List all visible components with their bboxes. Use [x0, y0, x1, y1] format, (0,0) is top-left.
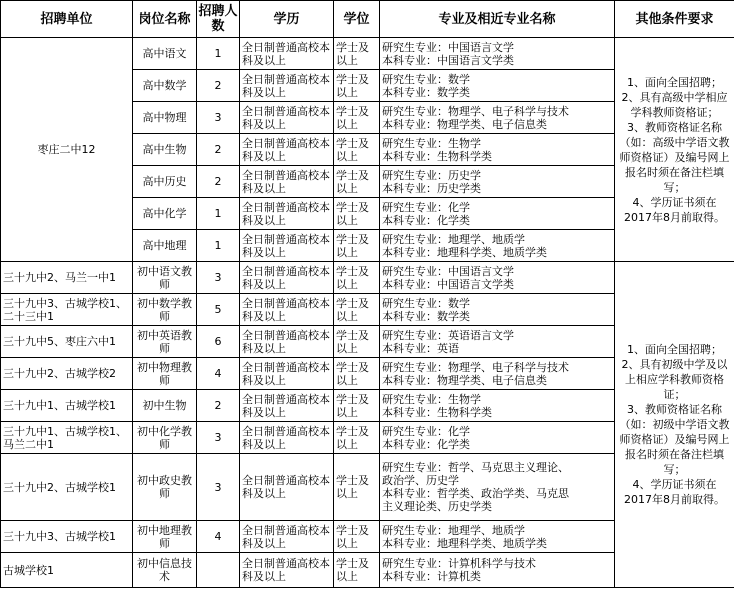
col-header-num: 招聘人数 [197, 1, 240, 38]
post-cell: 高中语文 [133, 38, 197, 70]
major-line: 研究生专业：生物学 [382, 392, 481, 406]
post-cell: 高中生物 [133, 134, 197, 166]
degree-cell: 学士及以上 [334, 422, 380, 454]
major-line: 政治学、历史学 [382, 474, 459, 487]
education-cell: 全日制普通高校本科及以上 [240, 326, 334, 358]
count-cell: 2 [197, 70, 240, 102]
requirement-line: 3、教师资格证名称（如：高级中学语文教师资格证）及编号网上报名时须在备注栏填写； [619, 120, 730, 194]
col-header-major: 专业及相近专业名称 [380, 1, 615, 38]
major-line: 研究生专业：生物学 [382, 136, 481, 150]
post-cell: 初中信息技术 [133, 553, 197, 588]
major-line: 研究生专业：中国语言文学 [382, 264, 514, 278]
major-line: 本科专业：英语 [382, 341, 459, 355]
post-cell: 初中英语教师 [133, 326, 197, 358]
major-line: 研究生专业：历史学 [382, 168, 481, 182]
education-cell: 全日制普通高校本科及以上 [240, 230, 334, 262]
col-header-unit: 招聘单位 [1, 1, 133, 38]
requirement-line: 1、面向全国招聘； [627, 343, 722, 356]
education-cell: 全日制普通高校本科及以上 [240, 358, 334, 390]
degree-cell: 学士及以上 [334, 294, 380, 326]
requirement-line: 1、面向全国招聘； [627, 75, 722, 89]
degree-cell: 学士及以上 [334, 38, 380, 70]
unit-cell: 古城学校1 [1, 553, 133, 588]
count-cell: 4 [197, 358, 240, 390]
count-cell: 1 [197, 230, 240, 262]
count-cell: 3 [197, 102, 240, 134]
count-cell: 3 [197, 422, 240, 454]
degree-cell: 学士及以上 [334, 390, 380, 422]
major-line: 本科专业：数学类 [382, 85, 470, 99]
post-cell: 初中语文教师 [133, 262, 197, 294]
major-line: 研究生专业：数学 [382, 296, 470, 310]
major-line: 本科专业：中国语言文学类 [382, 53, 514, 67]
count-cell: 6 [197, 326, 240, 358]
unit-cell: 三十九中2、古城学校2 [1, 358, 133, 390]
major-cell [380, 553, 615, 588]
unit-cell: 枣庄二中12 [1, 38, 133, 262]
count-cell: 2 [197, 390, 240, 422]
major-cell [380, 422, 615, 454]
degree-cell: 学士及以上 [334, 134, 380, 166]
col-header-edu: 学历 [240, 1, 334, 38]
education-cell: 全日制普通高校本科及以上 [240, 38, 334, 70]
post-cell: 高中数学 [133, 70, 197, 102]
count-cell: 4 [197, 521, 240, 553]
major-line: 主义理论类、历史学类 [382, 500, 492, 513]
unit-cell: 三十九中3、古城学校1、二十三中1 [1, 294, 133, 326]
major-line: 研究生专业：地理学、地质学 [382, 523, 525, 537]
post-cell: 高中历史 [133, 166, 197, 198]
requirement-line: 4、学历证书须在2017年8月前取得。 [624, 478, 725, 506]
degree-cell: 学士及以上 [334, 262, 380, 294]
education-cell: 全日制普通高校本科及以上 [240, 102, 334, 134]
education-cell: 全日制普通高校本科及以上 [240, 134, 334, 166]
post-cell: 初中政史教师 [133, 454, 197, 521]
degree-cell: 学士及以上 [334, 230, 380, 262]
major-cell [380, 358, 615, 390]
post-cell: 初中地理教师 [133, 521, 197, 553]
major-line: 本科专业：生物科学类 [382, 405, 492, 419]
major-cell [380, 198, 615, 230]
unit-cell: 三十九中5、枣庄六中1 [1, 326, 133, 358]
major-line: 研究生专业：中国语言文学 [382, 40, 514, 54]
col-header-degree: 学位 [334, 1, 380, 38]
post-cell: 高中化学 [133, 198, 197, 230]
major-cell [380, 166, 615, 198]
education-cell: 全日制普通高校本科及以上 [240, 521, 334, 553]
education-cell: 全日制普通高校本科及以上 [240, 553, 334, 588]
col-header-other: 其他条件要求 [615, 1, 734, 38]
count-cell: 1 [197, 38, 240, 70]
count-cell: 2 [197, 166, 240, 198]
post-cell: 高中地理 [133, 230, 197, 262]
post-cell: 高中物理 [133, 102, 197, 134]
unit-cell: 三十九中2、古城学校1 [1, 454, 133, 521]
major-line: 研究生专业：计算机科学与技术 [382, 557, 536, 570]
major-cell [380, 134, 615, 166]
major-cell [380, 230, 615, 262]
education-cell: 全日制普通高校本科及以上 [240, 390, 334, 422]
major-line: 本科专业：地理科学类、地质学类 [382, 536, 547, 550]
degree-cell: 学士及以上 [334, 70, 380, 102]
degree-cell: 学士及以上 [334, 198, 380, 230]
major-line: 本科专业：化学类 [382, 213, 470, 227]
education-cell: 全日制普通高校本科及以上 [240, 294, 334, 326]
major-line: 研究生专业：物理学、电子科学与技术 [382, 104, 569, 118]
major-line: 本科专业：地理科学类、地质学类 [382, 245, 547, 259]
requirement-line: 3、教师资格证名称（如：初级中学语文教师资格证）及编号网上报名时须在备注栏填写； [619, 403, 730, 476]
degree-cell: 学士及以上 [334, 358, 380, 390]
degree-cell: 学士及以上 [334, 521, 380, 553]
degree-cell: 学士及以上 [334, 553, 380, 588]
education-cell: 全日制普通高校本科及以上 [240, 422, 334, 454]
major-cell [380, 454, 615, 521]
count-cell: 5 [197, 294, 240, 326]
post-cell: 初中物理教师 [133, 358, 197, 390]
major-line: 本科专业：历史学类 [382, 181, 481, 195]
education-cell: 全日制普通高校本科及以上 [240, 198, 334, 230]
col-header-post: 岗位名称 [133, 1, 197, 38]
requirement-line: 2、具有高级中学相应学科教师资格证； [621, 90, 728, 119]
major-line: 本科专业：数学类 [382, 309, 470, 323]
major-cell [380, 102, 615, 134]
education-cell: 全日制普通高校本科及以上 [240, 262, 334, 294]
table-row [1, 262, 734, 294]
major-line: 本科专业：物理学类、电子信息类 [382, 373, 547, 387]
requirement-line: 4、学历证书须在2017年8月前取得。 [624, 195, 725, 224]
major-cell [380, 294, 615, 326]
post-cell: 初中生物 [133, 390, 197, 422]
major-line: 本科专业：生物科学类 [382, 149, 492, 163]
requirements-cell [615, 38, 734, 262]
post-cell: 初中化学教师 [133, 422, 197, 454]
degree-cell: 学士及以上 [334, 326, 380, 358]
header-row [1, 1, 734, 38]
major-line: 本科专业：中国语言文学类 [382, 277, 514, 291]
unit-cell: 三十九中1、古城学校1 [1, 390, 133, 422]
major-line: 研究生专业：化学 [382, 424, 470, 438]
unit-cell: 三十九中3、古城学校1 [1, 521, 133, 553]
education-cell: 全日制普通高校本科及以上 [240, 454, 334, 521]
degree-cell: 学士及以上 [334, 102, 380, 134]
count-cell: 3 [197, 262, 240, 294]
count-cell: 3 [197, 454, 240, 521]
major-cell [380, 38, 615, 70]
unit-cell: 三十九中1、古城学校1、马兰二中1 [1, 422, 133, 454]
requirement-line: 2、具有初级中学及以上相应学科教师资格证； [621, 358, 728, 401]
major-cell [380, 521, 615, 553]
major-line: 研究生专业：英语语言文学 [382, 328, 514, 342]
major-line: 研究生专业：哲学、马克思主义理论、 [382, 461, 569, 474]
major-line: 本科专业：化学类 [382, 437, 470, 451]
major-cell [380, 326, 615, 358]
requirements-cell [615, 262, 734, 588]
degree-cell: 学士及以上 [334, 454, 380, 521]
count-cell: 2 [197, 134, 240, 166]
education-cell: 全日制普通高校本科及以上 [240, 166, 334, 198]
major-cell [380, 70, 615, 102]
count-cell [197, 553, 240, 588]
post-cell: 初中数学教师 [133, 294, 197, 326]
major-cell [380, 390, 615, 422]
major-line: 研究生专业：物理学、电子科学与技术 [382, 360, 569, 374]
major-line: 本科专业：物理学类、电子信息类 [382, 117, 547, 131]
major-line: 本科专业：计算机类 [382, 570, 481, 583]
table-row [1, 38, 734, 70]
major-cell [380, 262, 615, 294]
major-line: 研究生专业：地理学、地质学 [382, 232, 525, 246]
major-line: 本科专业：哲学类、政治学类、马克思 [382, 487, 569, 500]
major-line: 研究生专业：化学 [382, 200, 470, 214]
major-line: 研究生专业：数学 [382, 72, 470, 86]
degree-cell: 学士及以上 [334, 166, 380, 198]
education-cell: 全日制普通高校本科及以上 [240, 70, 334, 102]
count-cell: 1 [197, 198, 240, 230]
unit-cell: 三十九中2、马兰一中1 [1, 262, 133, 294]
